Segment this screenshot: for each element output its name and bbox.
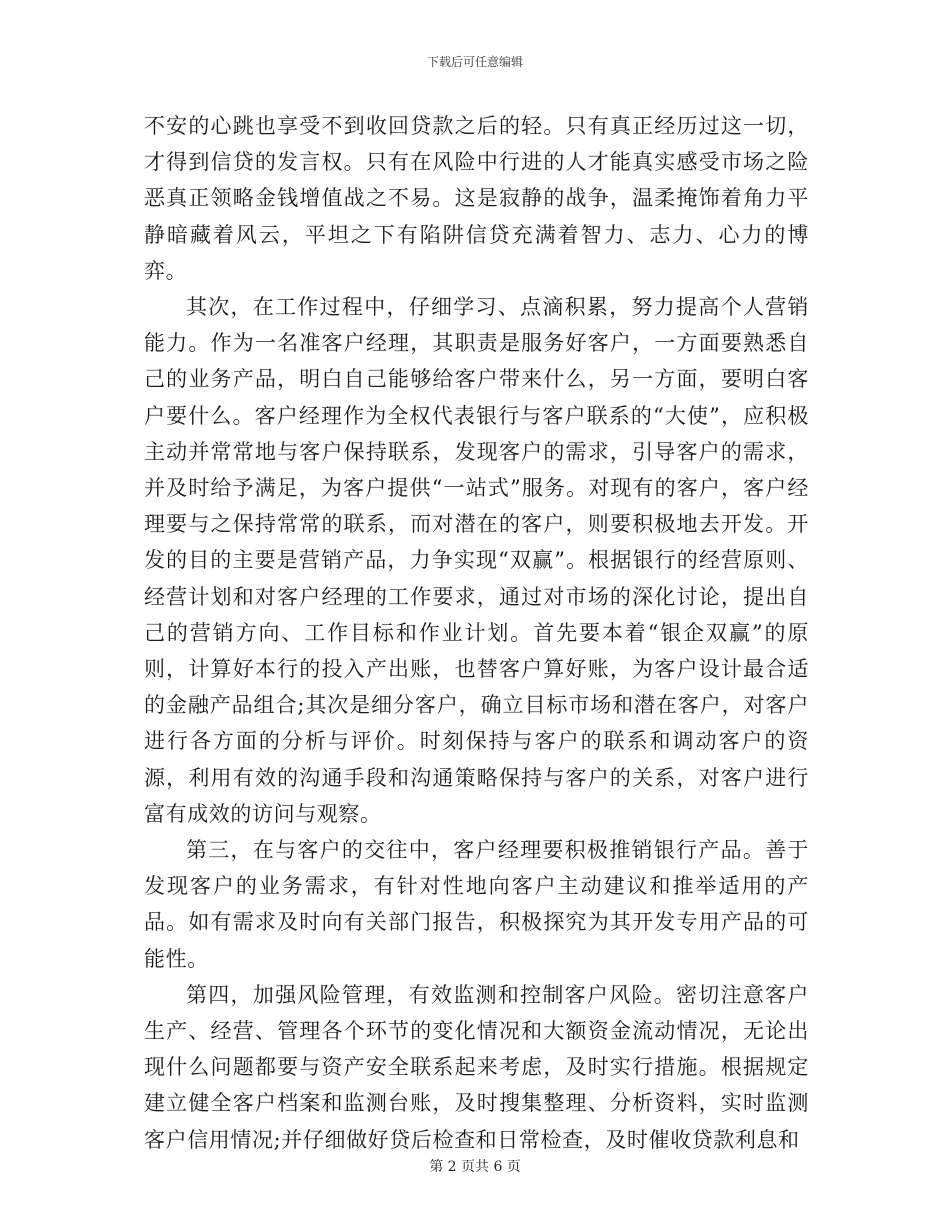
page-number: 第 2 页共 6 页 bbox=[429, 1159, 521, 1175]
paragraph-product-promotion: 第三，在与客户的交往中，客户经理要积极推销银行产品。善于发现客户的业务需求，有针对性地向客户主动建议和推举适用的产品。如有需求及时向有关部门报告，积极探究为其开发专用产品的可能性。 bbox=[144, 838, 809, 971]
paragraph-risk-management: 第四，加强风险管理，有效监测和控制客户风险。密切注意客户生产、经营、管理各个环节的变化情况和大额资金流动情况，无论出现什么问题都要与资产安全联系起来考虑，及时实行措施。根据规定建立健全客户档案和监测台账，及时搜集整理、分析资料，实时监测客户信用情况;并仔细做好贷后检查和日常检查，及时催收贷款利息和 bbox=[144, 982, 809, 1152]
paragraph-continuation: 不安的心跳也享受不到收回贷款之后的轻。只有真正经历过这一切，才得到信贷的发言权。只有在风险中行进的人才能真实感受市场之险恶真正领略金钱增值战之不易。这是寂静的战争，温柔掩饰着角力平静暗藏着风云，平坦之下有陷阱信贷充满着智力、志力、心力的博弈。 bbox=[144, 114, 809, 283]
document-body bbox=[144, 108, 809, 1158]
page-header: 下载后可任意编辑 bbox=[426, 55, 523, 69]
paragraph-marketing: 其次，在工作过程中，仔细学习、点滴积累，努力提高个人营销能力。作为一名准客户经理，其职责是服务好客户，一方面要熟悉自己的业务产品，明白自己能够给客户带来什么，另一方面，要明白客户要什么。客户经理作为全权代表银行与客户联系的“大使”，应积极主动并常常地与客户保持联系，发现客户的需求，引导客户的需求，并及时给予满足，为客户提供“一站式”服务。对现有的客户，客户经理要与之保持常常的联系，而对潜在的客户，则要积极地去开发。开发的目的主要是营销产品，力争实现“双赢”。根据银行的经营原则、经营计划和对客户经理的工作要求，通过对市场的深化讨论，提出自己的营销方向、工作目标和作业计划。首先要本着“银企双赢”的原则，计算好本行的投入产出账，也替客户算好账，为客户设计最合适的金融产品组合;其次是细分客户，确立目标市场和潜在客户，对客户进行各方面的分析与评价。时刻保持与客户的联系和调动客户的资源，利用有效的沟通手段和沟通策略保持与客户的关系，对客户进行富有成效的访问与观察。 bbox=[144, 295, 809, 826]
